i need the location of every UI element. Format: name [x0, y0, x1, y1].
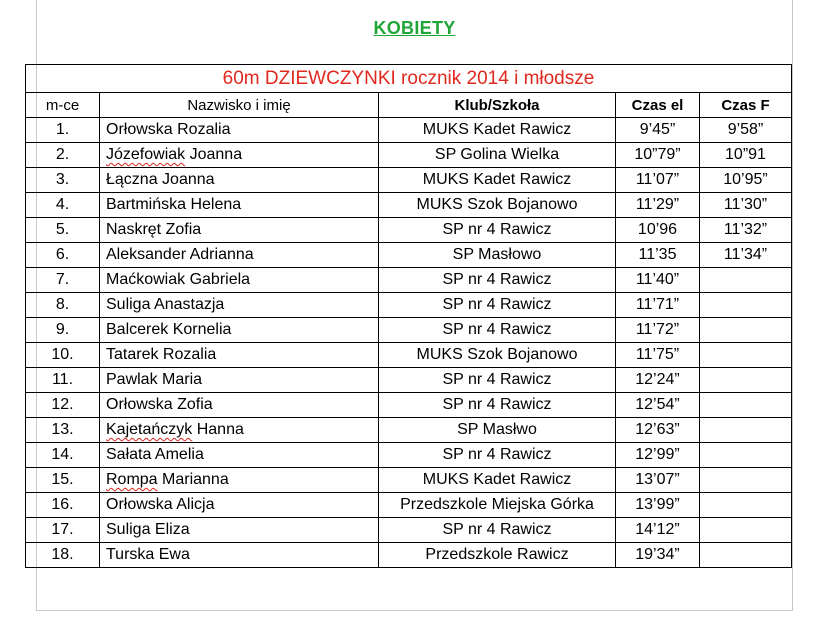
- cell-club: Przedszkole Rawicz: [379, 543, 616, 568]
- cell-time-el: 13’07”: [616, 468, 700, 493]
- cell-club: SP nr 4 Rawicz: [379, 443, 616, 468]
- cell-time-el: 11’07”: [616, 168, 700, 193]
- cell-club: SP nr 4 Rawicz: [379, 268, 616, 293]
- cell-place: 1.: [26, 118, 100, 143]
- cell-club: SP Masłwo: [379, 418, 616, 443]
- cell-time-f: [700, 418, 792, 443]
- table-row: [26, 168, 792, 193]
- spellcheck-marked-word: Rompa: [106, 471, 158, 488]
- cell-place: 9.: [26, 318, 100, 343]
- table-title: 60m DZIEWCZYNKI rocznik 2014 i młodsze: [26, 65, 792, 93]
- cell-place: 14.: [26, 443, 100, 468]
- cell-time-el: 11’29”: [616, 193, 700, 218]
- cell-place: 2.: [26, 143, 100, 168]
- results-table: [25, 64, 792, 568]
- table-row: [26, 393, 792, 418]
- cell-club: SP nr 4 Rawicz: [379, 293, 616, 318]
- col-header-place: m-ce: [26, 93, 100, 118]
- cell-time-el: 12’24”: [616, 368, 700, 393]
- cell-time-el: 11’75”: [616, 343, 700, 368]
- cell-place: 6.: [26, 243, 100, 268]
- cell-time-f: 10”91: [700, 143, 792, 168]
- cell-place: 18.: [26, 543, 100, 568]
- cell-club: SP nr 4 Rawicz: [379, 393, 616, 418]
- cell-club: SP Masłowo: [379, 243, 616, 268]
- cell-name: Tatarek Rozalia: [100, 343, 379, 368]
- cell-time-f: [700, 268, 792, 293]
- cell-time-el: 10’96: [616, 218, 700, 243]
- table-row: [26, 218, 792, 243]
- cell-name: Suliga Anastazja: [100, 293, 379, 318]
- cell-time-el: 11’40”: [616, 268, 700, 293]
- cell-time-el: 12’54”: [616, 393, 700, 418]
- cell-club: MUKS Szok Bojanowo: [379, 193, 616, 218]
- table-row: [26, 493, 792, 518]
- cell-place: 8.: [26, 293, 100, 318]
- cell-place: 15.: [26, 468, 100, 493]
- cell-name: Rompa Marianna: [100, 468, 379, 493]
- cell-name: Bartmińska Helena: [100, 193, 379, 218]
- cell-time-el: 11’35: [616, 243, 700, 268]
- cell-name: Pawlak Maria: [100, 368, 379, 393]
- cell-name: Kajetańczyk Hanna: [100, 418, 379, 443]
- spellcheck-marked-word: Kajetańczyk: [106, 421, 193, 438]
- cell-time-el: 11’71”: [616, 293, 700, 318]
- cell-name: Józefowiak Joanna: [100, 143, 379, 168]
- cell-time-f: [700, 518, 792, 543]
- cell-time-el: 14’12”: [616, 518, 700, 543]
- table-row: [26, 243, 792, 268]
- cell-club: SP nr 4 Rawicz: [379, 518, 616, 543]
- cell-place: 13.: [26, 418, 100, 443]
- cell-time-f: 11’34”: [700, 243, 792, 268]
- cell-time-f: [700, 343, 792, 368]
- cell-time-el: 9’45”: [616, 118, 700, 143]
- cell-club: SP nr 4 Rawicz: [379, 368, 616, 393]
- cell-time-f: [700, 493, 792, 518]
- cell-time-f: 10’95”: [700, 168, 792, 193]
- cell-place: 3.: [26, 168, 100, 193]
- cell-time-f: 11’30”: [700, 193, 792, 218]
- cell-club: MUKS Kadet Rawicz: [379, 468, 616, 493]
- cell-time-f: [700, 468, 792, 493]
- cell-place: 17.: [26, 518, 100, 543]
- cell-name: Turska Ewa: [100, 543, 379, 568]
- table-row: [26, 518, 792, 543]
- table-row: [26, 143, 792, 168]
- table-row: [26, 268, 792, 293]
- table-row: [26, 368, 792, 393]
- cell-name: Orłowska Alicja: [100, 493, 379, 518]
- table-row: [26, 193, 792, 218]
- table-row: [26, 418, 792, 443]
- cell-place: 16.: [26, 493, 100, 518]
- cell-club: SP nr 4 Rawicz: [379, 318, 616, 343]
- table-row: [26, 343, 792, 368]
- cell-place: 10.: [26, 343, 100, 368]
- cell-name: Łączna Joanna: [100, 168, 379, 193]
- cell-name: Maćkowiak Gabriela: [100, 268, 379, 293]
- cell-time-el: 19’34”: [616, 543, 700, 568]
- cell-name: Sałata Amelia: [100, 443, 379, 468]
- cell-time-el: 12’99”: [616, 443, 700, 468]
- cell-club: Przedszkole Miejska Górka: [379, 493, 616, 518]
- cell-time-f: 11’32”: [700, 218, 792, 243]
- cell-time-f: [700, 318, 792, 343]
- cell-time-el: 11’72”: [616, 318, 700, 343]
- cell-club: MUKS Kadet Rawicz: [379, 168, 616, 193]
- cell-time-f: 9’58”: [700, 118, 792, 143]
- table-row: [26, 468, 792, 493]
- spellcheck-marked-word: Józefowiak: [106, 146, 186, 163]
- cell-name: Orłowska Rozalia: [100, 118, 379, 143]
- cell-club: MUKS Szok Bojanowo: [379, 343, 616, 368]
- cell-place: 5.: [26, 218, 100, 243]
- table-row: [26, 118, 792, 143]
- cell-place: 7.: [26, 268, 100, 293]
- cell-time-f: [700, 443, 792, 468]
- cell-club: SP Golina Wielka: [379, 143, 616, 168]
- cell-name: Balcerek Kornelia: [100, 318, 379, 343]
- col-header-name: Nazwisko i imię: [100, 93, 379, 118]
- cell-name: Aleksander Adrianna: [100, 243, 379, 268]
- cell-place: 12.: [26, 393, 100, 418]
- cell-club: SP nr 4 Rawicz: [379, 218, 616, 243]
- cell-time-el: 13’99”: [616, 493, 700, 518]
- cell-time-f: [700, 543, 792, 568]
- col-header-time-el: Czas el: [616, 93, 700, 118]
- section-heading: KOBIETY: [373, 18, 456, 38]
- table-row: [26, 543, 792, 568]
- col-header-club: Klub/Szkoła: [379, 93, 616, 118]
- cell-place: 4.: [26, 193, 100, 218]
- cell-time-el: 12’63”: [616, 418, 700, 443]
- cell-time-f: [700, 368, 792, 393]
- cell-name: Orłowska Zofia: [100, 393, 379, 418]
- cell-time-f: [700, 293, 792, 318]
- cell-time-el: 10”79”: [616, 143, 700, 168]
- cell-time-f: [700, 393, 792, 418]
- cell-name: Naskręt Zofia: [100, 218, 379, 243]
- cell-club: MUKS Kadet Rawicz: [379, 118, 616, 143]
- col-header-time-f: Czas F: [700, 93, 792, 118]
- header-row: [26, 93, 792, 118]
- cell-name: Suliga Eliza: [100, 518, 379, 543]
- cell-place: 11.: [26, 368, 100, 393]
- table-row: [26, 318, 792, 343]
- table-row: [26, 293, 792, 318]
- table-row: [26, 443, 792, 468]
